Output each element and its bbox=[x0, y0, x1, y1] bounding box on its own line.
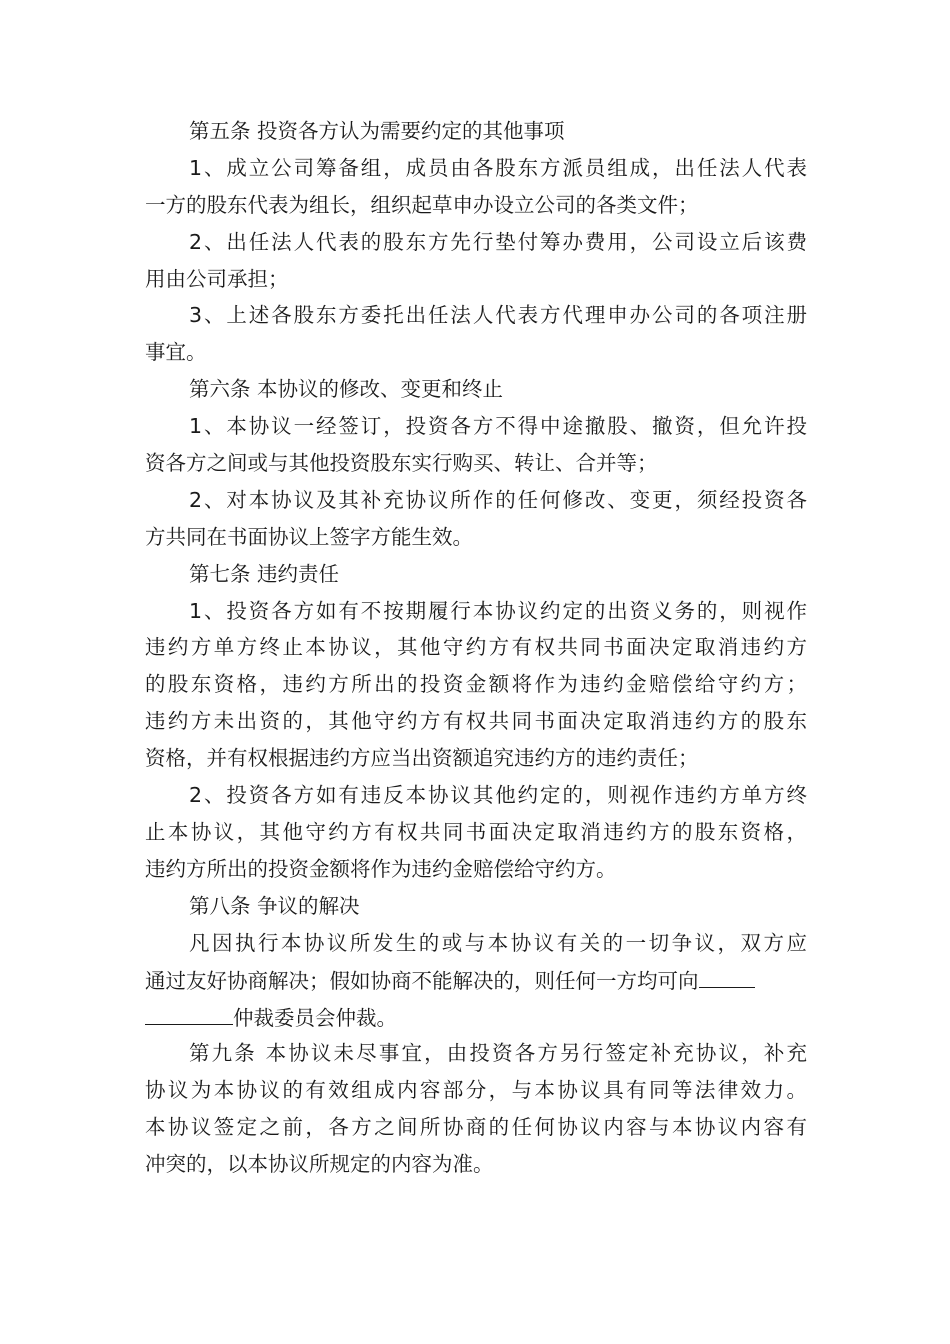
article-6-heading: 第六条 本协议的修改、变更和终止 bbox=[189, 377, 504, 402]
paragraph-line: 凡因执行本协议所发生的或与本协议有关的一切争议，双方应 bbox=[189, 930, 807, 955]
paragraph-line: 协议为本协议的有效组成内容部分，与本协议具有同等法律效力。 bbox=[145, 1078, 807, 1103]
paragraph-line: 2、投资各方如有违反本协议其他约定的，则视作违约方单方终 bbox=[189, 783, 807, 808]
article-8-heading: 第八条 争议的解决 bbox=[189, 893, 360, 918]
paragraph-line: 2、出任法人代表的股东方先行垫付筹办费用，公司设立后该费 bbox=[189, 229, 807, 254]
paragraph-line: 用由公司承担； bbox=[145, 266, 289, 291]
paragraph-line: 2、对本协议及其补充协议所作的任何修改、变更，须经投资各 bbox=[189, 487, 807, 512]
paragraph-text: 仲裁委员会仲裁。 bbox=[233, 1006, 397, 1031]
fill-in-blank bbox=[145, 998, 233, 1025]
paragraph-line: 方共同在书面协议上签字方能生效。 bbox=[145, 524, 473, 549]
article-5-heading: 第五条 投资各方认为需要约定的其他事项 bbox=[189, 119, 565, 143]
paragraph-line: 违约方未出资的，其他守约方有权共同书面决定取消违约方的股东 bbox=[145, 709, 807, 734]
paragraph-line: 违约方单方终止本协议，其他守约方有权共同书面决定取消违约方 bbox=[145, 635, 807, 660]
article-7-heading: 第七条 违约责任 bbox=[189, 561, 340, 586]
paragraph-line: 3、上述各股东方委托出任法人代表方代理申办公司的各项注册 bbox=[189, 303, 807, 328]
document-body bbox=[145, 113, 807, 1183]
fill-in-blank bbox=[699, 961, 755, 988]
paragraph-line: 资格，并有权根据违约方应当出资额追究违约方的违约责任； bbox=[145, 746, 699, 771]
paragraph-line: 一方的股东代表为组长，组织起草申办设立公司的各类文件； bbox=[145, 192, 699, 217]
paragraph-line: 止本协议，其他守约方有权共同书面决定取消违约方的股东资格， bbox=[145, 819, 807, 844]
paragraph-line: 1、成立公司筹备组，成员由各股东方派员组成，出任法人代表 bbox=[189, 155, 807, 180]
paragraph-line: 1、本协议一经签订，投资各方不得中途撤股、撤资，但允许投 bbox=[189, 414, 807, 439]
paragraph-line-with-blank bbox=[145, 998, 807, 1035]
paragraph-line: 1、投资各方如有不按期履行本协议约定的出资义务的，则视作 bbox=[189, 598, 807, 623]
paragraph-line: 事宜。 bbox=[145, 340, 207, 365]
paragraph-line: 的股东资格，违约方所出的投资金额将作为违约金赔偿给守约方； bbox=[145, 672, 807, 697]
paragraph-line-with-blank bbox=[145, 961, 807, 998]
paragraph-line: 冲突的，以本协议所规定的内容为准。 bbox=[145, 1151, 494, 1176]
paragraph-text: 通过友好协商解决；假如协商不能解决的，则任何一方均可向 bbox=[145, 969, 699, 994]
paragraph-line: 资各方之间或与其他投资股东实行购买、转让、合并等； bbox=[145, 451, 658, 476]
article-9-line: 第九条 本协议未尽事宜，由投资各方另行签定补充协议，补充 bbox=[189, 1041, 807, 1066]
paragraph-line: 违约方所出的投资金额将作为违约金赔偿给守约方。 bbox=[145, 856, 617, 881]
paragraph-line: 本协议签定之前，各方之间所协商的任何协议内容与本协议内容有 bbox=[145, 1115, 807, 1140]
